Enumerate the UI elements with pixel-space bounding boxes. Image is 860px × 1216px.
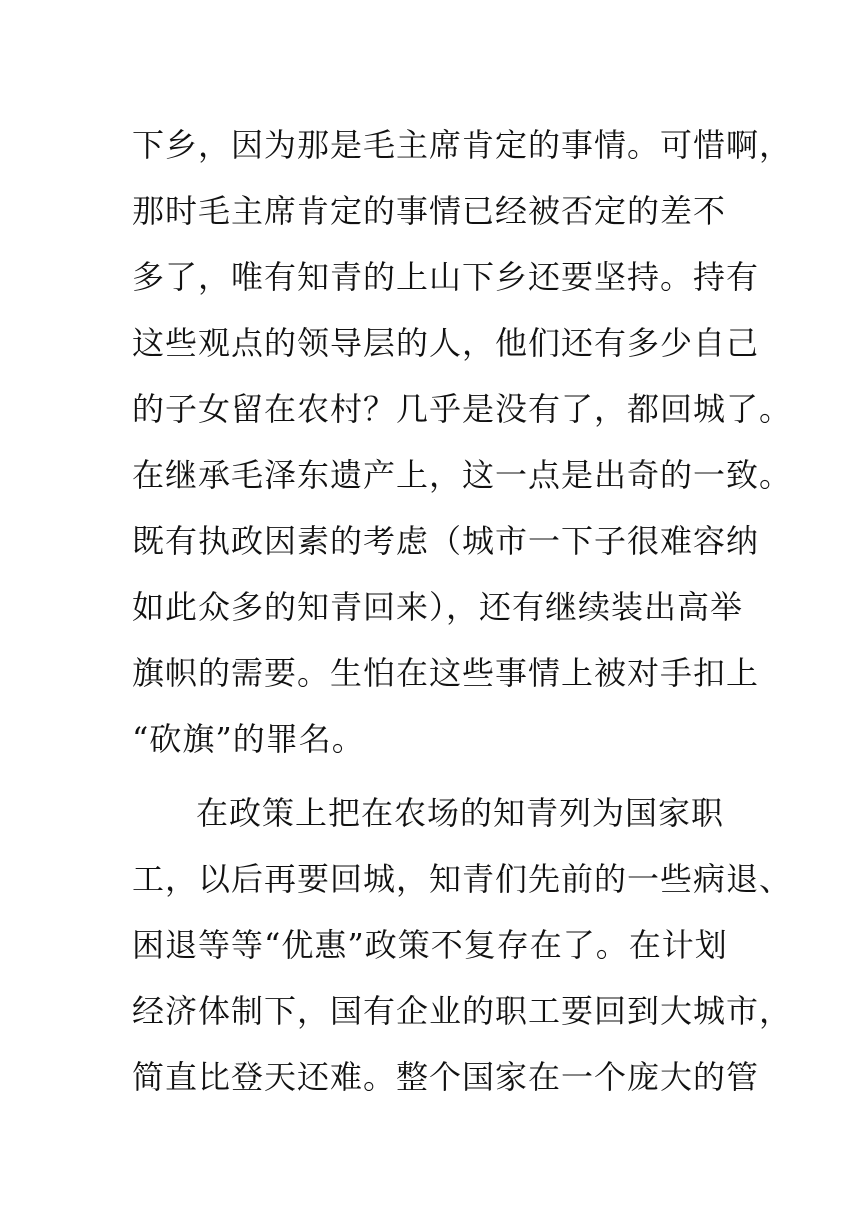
- paragraph-spacer: [132, 772, 752, 780]
- text-line: 工，以后再要回城，知青们先前的一些病退、: [132, 860, 793, 898]
- text-line: “砍旗”的罪名。: [132, 720, 365, 758]
- paragraph-2: [132, 780, 793, 1110]
- text-line: 旗帜的需要。生怕在这些事情上被对手扣上: [132, 654, 760, 692]
- text-line: 在政策上把在农场的知青列为国家职: [196, 794, 725, 832]
- body-text: [132, 112, 793, 1110]
- text-line: 在继承毛泽东遗产上，这一点是出奇的一致。: [132, 456, 793, 494]
- text-line: 的子女留在农村？几乎是没有了，都回城了。: [132, 390, 793, 428]
- text-line: 那时毛主席肯定的事情已经被否定的差不: [132, 192, 727, 230]
- text-line: 困退等等“优惠”政策不复存在了。在计划: [132, 926, 728, 964]
- text-line: 多了，唯有知青的上山下乡还要坚持。持有: [132, 258, 760, 296]
- paragraph-1: [132, 112, 793, 772]
- text-line: 简直比登天还难。整个国家在一个庞大的管: [132, 1058, 760, 1096]
- text-line: 如此众多的知青回来），还有继续装出高举: [132, 588, 744, 626]
- text-line: 下乡，因为那是毛主席肯定的事情。可惜啊，: [132, 126, 793, 164]
- text-line: 经济体制下，国有企业的职工要回到大城市，: [132, 992, 793, 1030]
- text-line: 这些观点的领导层的人，他们还有多少自己: [132, 324, 760, 362]
- text-line: 既有执政因素的考虑（城市一下子很难容纳: [132, 522, 760, 560]
